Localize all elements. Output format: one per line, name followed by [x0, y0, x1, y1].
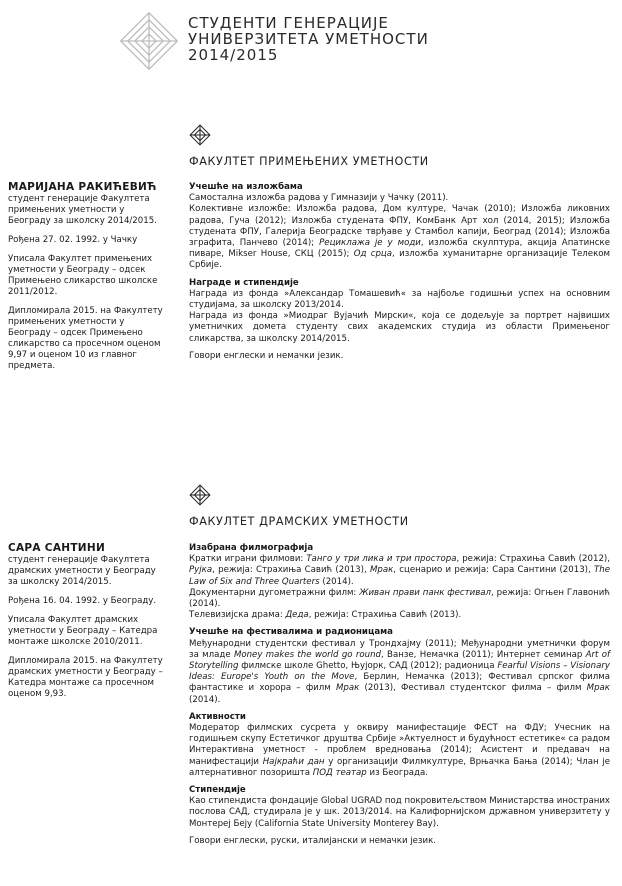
filmography-short: Кратки играни филмови: Танго у три лика и три простора, режија: Страхиња Савић (2012), Рујка, режија: Страхиња Савић (2013), Мрак, сценарио и режија: Сара Сантини (2013), The Law of Six and Three Quarters (2014). [189, 554, 610, 587]
page-title [188, 15, 429, 63]
ornament-logo-icon [120, 12, 178, 74]
student-enrolled: Уписала Факултет примењених уметности у Београду – одсек Примењено сликарство школске 2011/2012. [8, 254, 158, 297]
student-achievements [189, 182, 610, 362]
scholarships-text: Као стипендиста фондације Global UGRAD под покровитељством Министарства иностраних послова САД, студирала је у шк. 2013/2014. на Калифорнијском државном универзитету у Монтереј Беју (California State University Monterey Bay). [189, 796, 610, 829]
faculty-heading: ФАКУЛТЕТ ПРИМЕЊЕНИХ УМЕТНОСТИ [189, 155, 429, 168]
award-item: Награда из фонда »Александар Томашевић« за најбоље годишњи успех на основним студијама, за школску 2013/2014. [189, 288, 610, 311]
student-bio [8, 543, 168, 708]
section-ornament-icon [189, 124, 211, 150]
filmography-tv: Телевизијска драма: Деда, режија: Страхиња Савић (2013). [189, 610, 462, 621]
festivals-text: Међународни студентски фестивал у Трондхајму (2011); Међународни уметнички форум за младе Money makes the world go round, Ванзе, Немачка (2011); Интернет семинар Art of Storytelling филмске школе Ghetto, Њујорк, САД (2012); радионица Fearful Visions – Visionary Ideas: Europe's Youth on the Move, Берлин, Немачка (2013); Фестивал српског филма фантастике и хорора – филм Мрак (2013), Фестивал студентског филма – филм Мрак (2014). [189, 638, 611, 705]
student-name: САРА САНТИНИ [8, 542, 106, 554]
student-graduated: Дипломирала 2015. на Факултету драмских уметности у Београду – Катедра монтаже са просечном оценом 9,93. [8, 656, 163, 699]
student-name: МАРИЈАНА РАКИЋЕВИЋ [8, 181, 157, 193]
award-item: Награда из фонда »Миодраг Вујачић Мирски«, која се додељује за портрет највиших уметничких домета студенту свих академских студија из области Примењеног сликарства, за школску 2014/2015. [189, 311, 610, 344]
title-line-2: УНИВЕРЗИТЕТА УМЕТНОСТИ [188, 30, 429, 48]
student-born: Рођена 16. 04. 1992. у Београду. [8, 596, 157, 606]
filmography-heading: Изабрана филмографија [189, 543, 314, 553]
student-graduated: Дипломирала 2015. на Факултету примењених уметности у Београду – одсек Примењено сликарство са просечном оценом 9,97 и оценом 10 из главног предмета. [8, 306, 163, 371]
languages: Говори енглески, руски, италијански и немачки језик. [189, 835, 437, 846]
student-bio [8, 182, 168, 380]
activities-heading: Активности [189, 711, 246, 722]
faculty-heading: ФАКУЛТЕТ ДРАМСКИХ УМЕТНОСТИ [189, 515, 409, 528]
filmography-documentary: Документарни дугометражни филм: Живан прави панк фестивал, режија: Огњен Главонић (2014). [189, 587, 610, 610]
languages: Говори енглески и немачки језик. [189, 350, 344, 361]
title-line-1: СТУДЕНТИ ГЕНЕРАЦИЈЕ [188, 14, 389, 32]
activities-text: Модератор филмских сусрета у оквиру манифестације ФЕСТ на ФДУ; Учесник на годишњем скупу Естетичког друштва Србије »Актуелност и будућност естетике« са радом Интерактивна уметност - проблем вредновања (2014); Асистент и предавач на манифестацији Најкраћи дан у организацији Филмкултуре, Врњачка Бања (2014); Члан је алтернативног позоришта ПОД театар из Београда. [189, 723, 610, 778]
exhibitions-group: Колективне изложбе: Изложба радова, Дом културе, Чачак (2010); Изложба ликовних радова, Гуча (2012); Изложба студената ФПУ, КомБанк Арт хол (2014, 2015); Изложба студената ФПУ, Галерија Београдске тврђаве у Стамбол капији, Београд (2014); Изложба зграфита, Панчево (2014); Рециклажа је у моди, изложба скулптура, акција Апатинске пиваре, Mikser House, СКЦ (2015); Од срца, изложба хуманитарне организације Телеком Србије. [189, 204, 610, 271]
section-ornament-icon [189, 484, 211, 510]
awards-heading: Награде и стипендије [189, 277, 299, 288]
exhibitions-heading: Учешће на изложбама [189, 182, 303, 192]
student-born: Рођена 27. 02. 1992. у Чачку [8, 235, 138, 245]
title-line-3: 2014/2015 [188, 46, 279, 64]
scholarships-heading: Стипендије [189, 785, 246, 796]
student-intro: студент генерације Факултета примењених уметности у Београду за школску 2014/2015. [8, 194, 157, 226]
student-enrolled: Уписала Факултет драмских уметности у Београду – Катедра монтаже школске 2010/2011. [8, 615, 158, 647]
student-achievements [189, 543, 610, 847]
exhibitions-solo: Самостална изложба радова у Гимназији у Чачку (2011). [189, 193, 449, 204]
student-intro: студент генерације Факултета драмских уметности у Београду за школску 2014/2015. [8, 555, 156, 587]
festivals-heading: Учешће на фестивалима и радионицама [189, 627, 393, 638]
